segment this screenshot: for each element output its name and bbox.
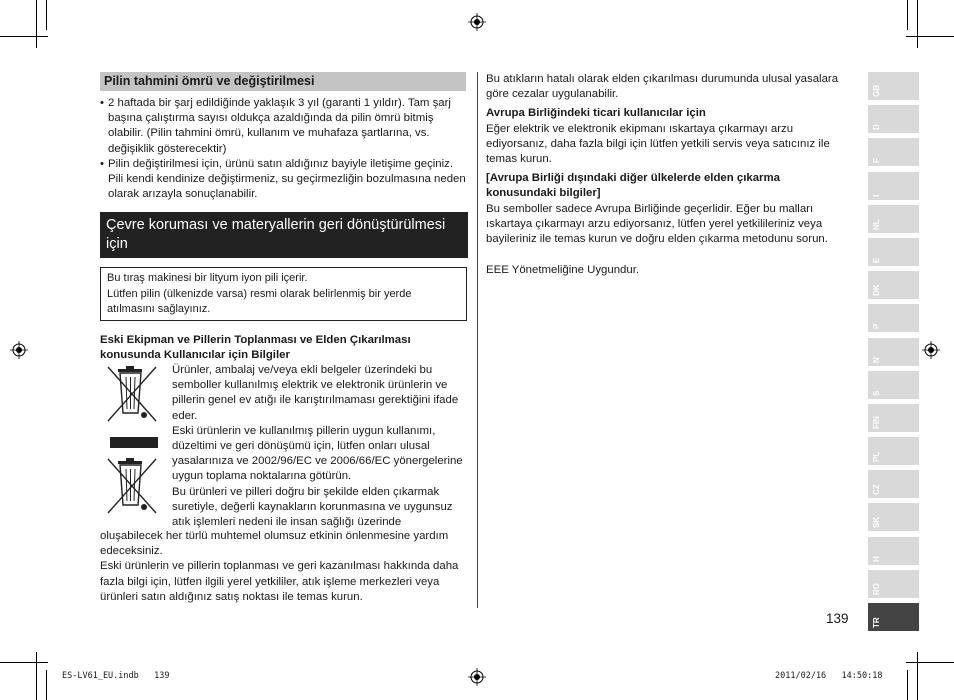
crop-mark bbox=[906, 36, 954, 37]
eu-business-heading: Avrupa Birliğindeki ticari kullanıcılar için bbox=[486, 107, 706, 120]
crop-mark bbox=[36, 652, 37, 700]
tab-p bbox=[868, 304, 919, 332]
tab-label: P bbox=[872, 323, 881, 330]
paragraph: Eski ürünlerin ve pillerin toplanması ve geri kazanılması hakkında daha fazla bilgi için, lütfen ilgili yerel yetkililer, atık işleme merkezleri veya ürünleri satın aldığınız satış noktası ile temas kurun. bbox=[100, 560, 459, 603]
tab-label: TR bbox=[872, 617, 881, 628]
crop-mark bbox=[907, 0, 908, 30]
tab-label: DK bbox=[872, 284, 881, 297]
tab-fin bbox=[868, 404, 919, 432]
tab-n bbox=[868, 338, 919, 366]
tab-label: RO bbox=[872, 582, 881, 595]
tab-label: I bbox=[872, 194, 881, 197]
non-eu-heading: [Avrupa Birliği dışındaki diğer ülkelerde elden çıkarma konusundaki bilgiler] bbox=[486, 172, 780, 200]
compliance-note: EEE Yönetmeliğine Uygundur. bbox=[486, 264, 640, 277]
footer-file-info: ES-LV61_EU.indb 139 bbox=[62, 671, 170, 681]
page-number: 139 bbox=[826, 611, 849, 626]
tab-label: D bbox=[872, 124, 881, 131]
crop-mark bbox=[906, 662, 954, 663]
tab-nl bbox=[868, 205, 919, 233]
crop-mark bbox=[907, 670, 908, 700]
battery-life-heading: Pilin tahmini ömrü ve değiştirilmesi bbox=[100, 72, 466, 91]
tab-label: H bbox=[872, 555, 881, 562]
paragraph: Eski ürünlerin ve kullanılmış pillerin uygun kullanımı, düzeltimi ve geri dönüşümü için, lütfen onları ulusal yasalarınıza ve 2002/96/EC ve 2006/66/EC yönergelerine uygun toplama noktalarına götürün. bbox=[172, 424, 463, 483]
bullet-icon: • bbox=[100, 157, 104, 170]
paragraph: oluşabilecek her türlü muhtemel olumsuz etkinin önlenmesine yardım edeceksiniz. bbox=[100, 530, 449, 558]
paragraph: Bu atıkların hatalı olarak elden çıkarılması durumunda ulusal yasalara göre cezalar uygulanabilir. bbox=[486, 73, 839, 101]
tab-label: S bbox=[872, 390, 881, 396]
crop-mark bbox=[46, 670, 47, 700]
tab-label: FIN bbox=[872, 415, 881, 429]
crop-mark bbox=[0, 662, 48, 663]
notice-line: Bu tıraş makinesi bir lityum iyon pili içerir. bbox=[107, 272, 308, 284]
language-tabs bbox=[868, 72, 919, 636]
disposal-info-title: Eski Ekipman ve Pillerin Toplanması ve Elden Çıkarılması konusunda Kullanıcılar için Bilgiler bbox=[100, 334, 411, 362]
notice-line: Lütfen pilin (ülkenizde varsa) resmi olarak belirlenmiş bir yerde atılmasını sağlayınız. bbox=[107, 287, 412, 316]
paragraph: Bu ürünleri ve pilleri doğru bir şekilde elden çıkarmak suretiyle, değerli kaynakların korunmasına ve uygunsuz atık işlemleri nedeni ile insan sağlığı üzerinde bbox=[172, 485, 453, 529]
tab-label: NL bbox=[872, 219, 881, 230]
crossed-bin-icon bbox=[104, 455, 164, 517]
crop-mark bbox=[36, 0, 37, 48]
paragraph: Eğer elektrik ve elektronik ekipmanı ıskartaya çıkarmayı arzu ediyorsanız, daha fazla bilgi için lütfen yetkili servis veya satıcınız ile temas kurun. bbox=[486, 122, 830, 166]
tab-e bbox=[868, 238, 919, 266]
footer-timestamp: 2011/02/16 14:50:18 bbox=[775, 671, 883, 681]
disposal-info-continued bbox=[100, 529, 468, 605]
tab-tr bbox=[868, 603, 919, 631]
crossed-bin-icon bbox=[104, 363, 164, 425]
tab-label: PL bbox=[872, 451, 881, 463]
registration-mark-icon bbox=[468, 13, 486, 31]
disposal-info-body bbox=[172, 363, 468, 530]
registration-mark-icon bbox=[10, 341, 28, 359]
battery-notice-box bbox=[100, 267, 467, 321]
tab-gb bbox=[868, 72, 919, 100]
tab-label: F bbox=[872, 158, 881, 164]
tab-label: N bbox=[872, 356, 881, 363]
registration-mark-icon bbox=[922, 341, 940, 359]
paragraph: Ürünler, ambalaj ve/veya ekli belgeler üzerindeki bu semboller kullanılmış elektrik ve elektronik ürünlerin ve pillerin genel ev atığı ile karıştırılmaması gerektiğini ifade eder. bbox=[172, 364, 459, 422]
tab-label: SK bbox=[872, 517, 881, 529]
tab-i bbox=[868, 172, 919, 200]
tab-cz bbox=[868, 470, 919, 498]
crop-mark bbox=[0, 36, 48, 37]
paragraph: Bu semboller sadece Avrupa Birliğinde geçerlidir. Eğer bu malları ıskartaya çıkarmayı arzu ediyorsanız, lütfen yerel yetkilileriniz veya bayileriniz ile temas kurun ve doğru elden çıkarma metodunu sorun. bbox=[486, 202, 828, 246]
crop-mark bbox=[917, 652, 918, 700]
crop-mark bbox=[917, 0, 918, 48]
black-bar bbox=[110, 437, 158, 448]
tab-pl bbox=[868, 437, 919, 465]
tab-d bbox=[868, 105, 919, 133]
list-item: • Pilin değiştirilmesi için, ürünü satın aldığınız bayiyle iletişime geçiniz. Pili kendi kendinize değiştirmeniz, su geçirmezliğin bozulmasına neden olarak arızayla sonuçlanabilir. bbox=[100, 157, 468, 203]
column-divider bbox=[477, 72, 478, 608]
tab-dk bbox=[868, 271, 919, 299]
tab-ro bbox=[868, 570, 919, 598]
tab-label: CZ bbox=[872, 484, 881, 496]
tab-f bbox=[868, 138, 919, 166]
list-item: • 2 haftada bir şarj edildiğinde yaklaşık 3 yıl (garanti 1 yıldır). Tam şarj başına çalıştırma sayısı oldukça azaldığında da pilin ömrü bitmiş olabilir. (Pilin tahmini ömrü, kullanım ve muhafaza şartlarına, vs. değişiklik gösterecektir) bbox=[100, 96, 468, 157]
tab-label: E bbox=[872, 257, 881, 263]
tab-h bbox=[868, 537, 919, 565]
right-column bbox=[486, 72, 848, 278]
weee-symbols bbox=[104, 363, 164, 523]
tab-sk bbox=[868, 503, 919, 531]
tab-label: GB bbox=[872, 85, 881, 97]
tab-s bbox=[868, 371, 919, 399]
bullet-icon: • bbox=[100, 97, 104, 109]
registration-mark-icon bbox=[468, 668, 486, 686]
environment-heading: Çevre koruması ve materyallerin geri dönüştürülmesi için bbox=[100, 212, 468, 258]
crop-mark bbox=[46, 0, 47, 30]
battery-life-list bbox=[100, 96, 468, 202]
